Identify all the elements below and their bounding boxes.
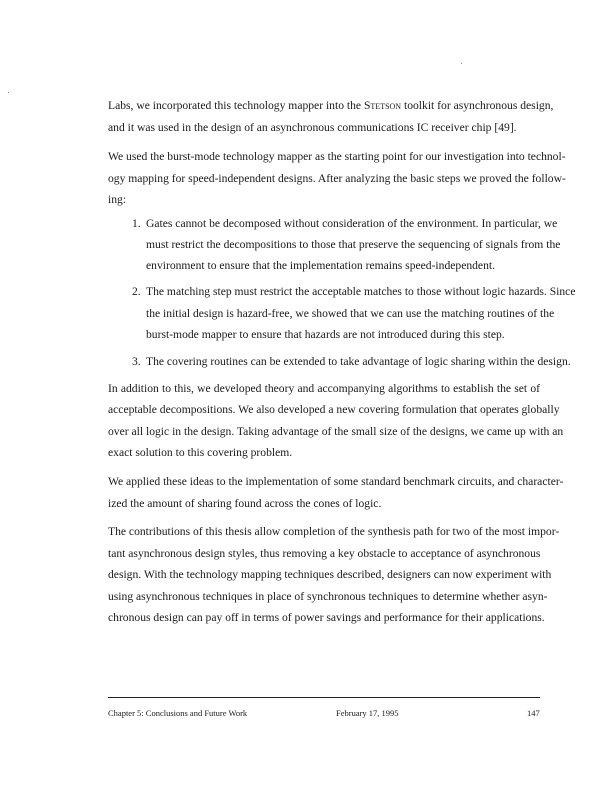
- paragraph-line: Labs, we incorporated this technology mapper into the Stetson toolkit for asynchronous design,: [108, 99, 554, 112]
- footer-chapter: Chapter 5: Conclusions and Future Work: [108, 708, 248, 718]
- list-number: 2.: [132, 285, 141, 298]
- paragraph-line: ing:: [108, 193, 127, 206]
- footer-page-number: 147: [527, 708, 540, 718]
- list-item-line: burst-mode mapper to ensure that hazards are not introduced during this step.: [146, 328, 505, 341]
- footer-date: February 17, 1995: [336, 708, 399, 718]
- footer-rule: [108, 697, 540, 698]
- paragraph-line: tant asynchronous design styles, thus removing a key obstacle to acceptance of asynchronous: [108, 547, 541, 560]
- paragraph-line: exact solution to this covering problem.: [108, 446, 293, 459]
- paragraph-line: ized the amount of sharing found across the cones of logic.: [108, 497, 382, 510]
- paragraph-line: acceptable decompositions. We also developed a new covering formulation that operates globally: [108, 403, 560, 416]
- list-item-line: environment to ensure that the implementation remains speed-independent.: [146, 259, 495, 272]
- paragraph-line: We used the burst-mode technology mapper as the starting point for our investigation into technol-: [108, 150, 566, 163]
- list-number: 3.: [132, 355, 141, 368]
- paragraph-line: over all logic in the design. Taking advantage of the small size of the designs, we came up with an: [108, 425, 564, 438]
- paragraph-line: We applied these ideas to the implementation of some standard benchmark circuits, and character-: [108, 475, 564, 488]
- paragraph-line: using asynchronous techniques in place of synchronous techniques to determine whether asyn-: [108, 590, 548, 603]
- list-item-line: must restrict the decompositions to those that preserve the sequencing of signals from the: [146, 238, 561, 251]
- scan-speck: [8, 92, 9, 93]
- paragraph-line: chronous design can pay off in terms of power savings and performance for their applications.: [108, 611, 545, 624]
- paragraph-line: In addition to this, we developed theory and accompanying algorithms to establish the set of: [108, 382, 540, 395]
- list-item-line: Gates cannot be decomposed without consideration of the environment. In particular, we: [146, 217, 558, 230]
- paragraph-line: and it was used in the design of an asynchronous communications IC receiver chip [49].: [108, 121, 517, 134]
- list-number: 1.: [132, 217, 141, 230]
- paragraph-line: design. With the technology mapping techniques described, designers can now experiment with: [108, 568, 552, 581]
- paragraph-line: The contributions of this thesis allow completion of the synthesis path for two of the most impor-: [108, 525, 560, 538]
- list-item-line: The matching step must restrict the acceptable matches to those without logic hazards. Since: [146, 285, 576, 298]
- scan-speck: [461, 63, 462, 64]
- list-item-line: The covering routines can be extended to take advantage of logic sharing within the design.: [146, 355, 571, 368]
- stetson-name: Stetson: [363, 99, 402, 112]
- list-item-line: the initial design is hazard-free, we showed that we can use the matching routines of the: [146, 307, 555, 320]
- paragraph-line: ogy mapping for speed-independent designs. After analyzing the basic steps we proved the follow-: [108, 172, 566, 185]
